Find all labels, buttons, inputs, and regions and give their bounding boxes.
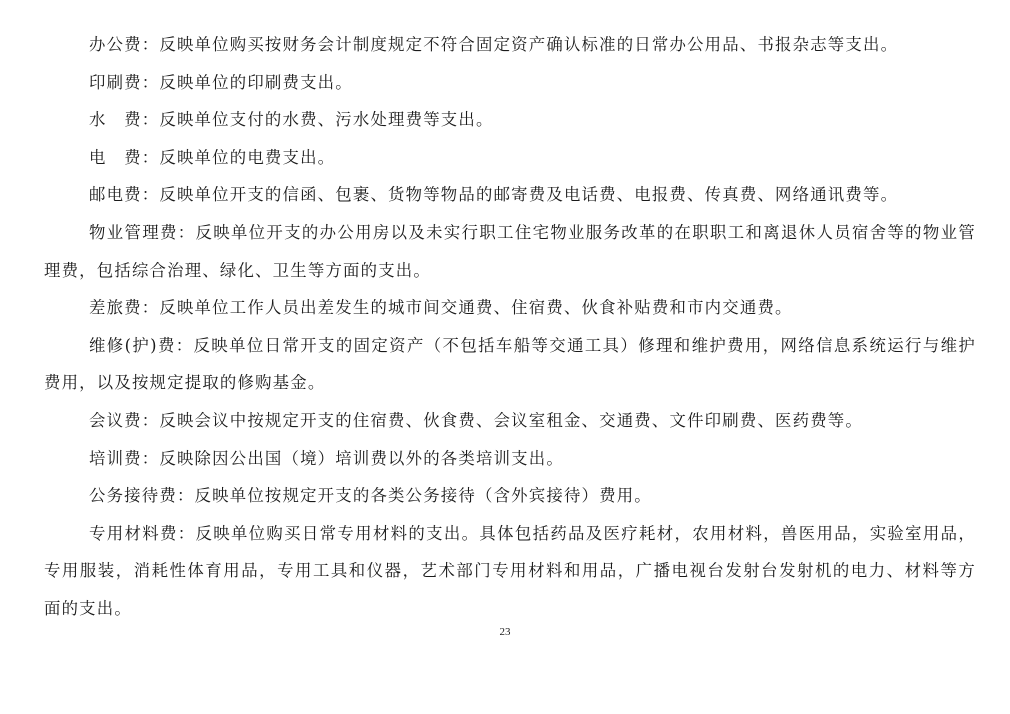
paragraph-special-materials-expenses: 专用材料费：反映单位购买日常专用材料的支出。具体包括药品及医疗耗材，农用材料，兽医用品，实验室用品，专用服装，消耗性体育用品，专用工具和仪器，艺术部门专用材料和用品，广播电视台发射台发射机的电力、材料等方面的支出。 xyxy=(44,523,976,618)
paragraph-training-expenses: 培训费：反映除因公出国（境）培训费以外的各类培训支出。 xyxy=(89,448,564,468)
paragraph-office-expenses: 办公费：反映单位购买按财务会计制度规定不符合固定资产确认标准的日常办公用品、书报杂志等支出。 xyxy=(89,35,899,54)
paragraph-maintenance-expenses: 维修(护)费：反映单位日常开支的固定资产（不包括车船等交通工具）修理和维护费用，网络信息系统运行与维护费用，以及按规定提取的修购基金。 xyxy=(44,335,976,393)
paragraph-property-management-expenses: 物业管理费：反映单位开支的办公用房以及未实行职工住宅物业服务改革的在职职工和离退休人员宿舍等的物业管理费，包括综合治理、绿化、卫生等方面的支出。 xyxy=(44,222,976,280)
paragraph-meeting-expenses: 会议费：反映会议中按规定开支的住宿费、伙食费、会议室租金、交通费、文件印刷费、医药费等。 xyxy=(89,410,863,430)
paragraph-water-expenses: 水 费：反映单位支付的水费、污水处理费等支出。 xyxy=(89,110,494,130)
page-number: 23 xyxy=(499,626,511,638)
paragraph-electricity-expenses: 电 费：反映单位的电费支出。 xyxy=(89,147,336,167)
paragraph-reception-expenses: 公务接待费：反映单位按规定开支的各类公务接待（含外宾接待）费用。 xyxy=(89,486,652,506)
paragraph-postal-telecom-expenses: 邮电费：反映单位开支的信函、包裹、货物等物品的邮寄费及电话费、电报费、传真费、网络通讯费等。 xyxy=(89,185,899,205)
paragraph-printing-expenses: 印刷费：反映单位的印刷费支出。 xyxy=(89,72,353,92)
document-body xyxy=(44,26,976,628)
paragraph-travel-expenses: 差旅费：反映单位工作人员出差发生的城市间交通费、住宿费、伙食补贴费和市内交通费。 xyxy=(89,298,793,318)
